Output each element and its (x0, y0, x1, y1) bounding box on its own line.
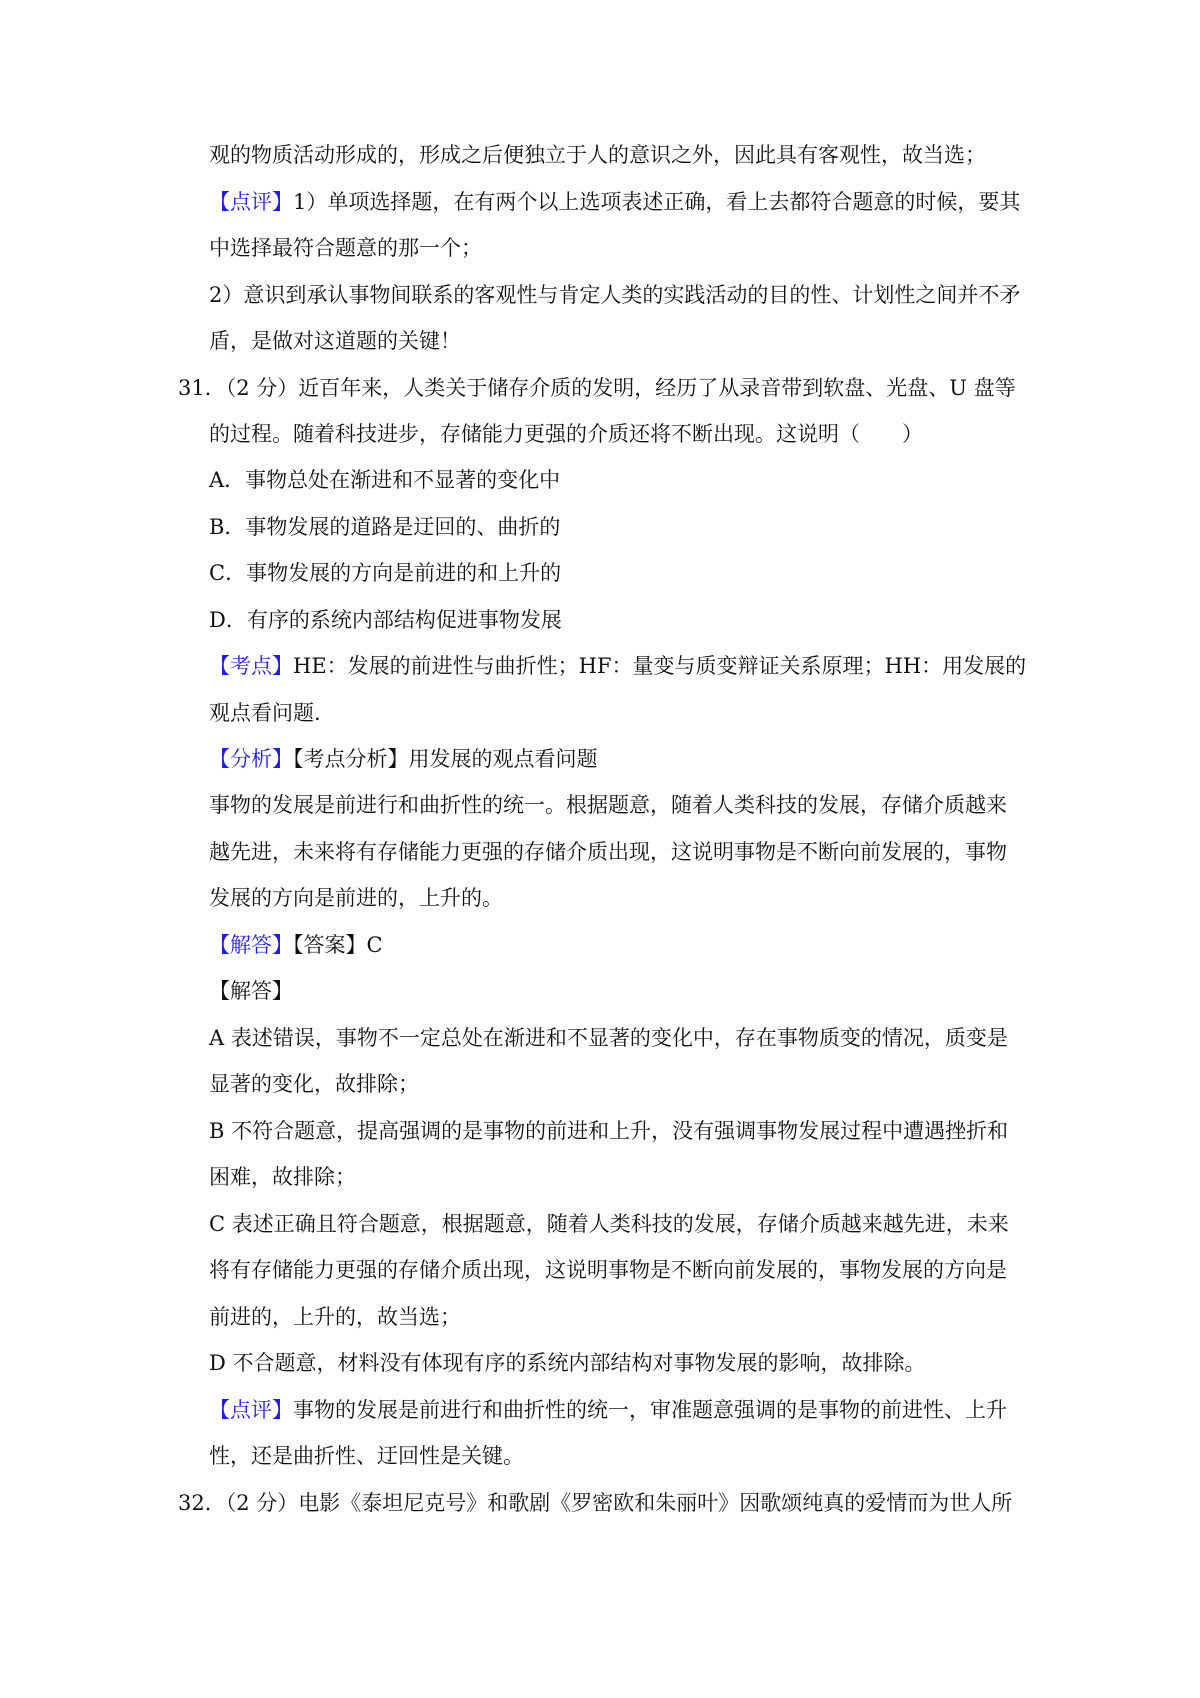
explain-a: 显著的变化，故排除； (209, 1072, 419, 1096)
fenxi-tag: 【分析】 (209, 747, 293, 771)
option-a: A．事物总处在渐进和不显著的变化中 (209, 468, 561, 492)
dianping-line: 性，还是曲折性、迂回性是关键。 (209, 1444, 524, 1468)
explain-b: 困难，故排除； (209, 1165, 356, 1189)
explain-c: C 表述正确且符合题意，根据题意，随着人类科技的发展，存储介质越来越先进，未来 (209, 1212, 1009, 1236)
option-c: C．事物发展的方向是前进的和上升的 (209, 561, 562, 585)
explain-c: 将有存储能力更强的存储介质出现，这说明事物是不断向前发展的，事物发展的方向是 (209, 1258, 1007, 1282)
option-b: B．事物发展的道路是迂回的、曲折的 (209, 515, 561, 539)
explain-b: B 不符合题意，提高强调的是事物的前进和上升，没有强调事物发展过程中遭遇挫折和 (209, 1119, 1009, 1143)
dianping-text: 事物的发展是前进行和曲折性的统一，审准题意强调的是事物的前进性、上升 (293, 1398, 1007, 1422)
question-31-stem: 的过程。随着科技进步，存储能力更强的介质还将不断出现。这说明（ ） (209, 422, 923, 446)
explain-a: A 表述错误，事物不一定总处在渐进和不显著的变化中，存在事物质变的情况，质变是 (209, 1026, 1008, 1050)
prev-comment-line: 2）意识到承认事物间联系的客观性与肯定人类的实践活动的目的性、计划性之间并不矛 (209, 283, 1021, 307)
jieda-tag: 【解答】 (209, 933, 293, 957)
kaodian-tag: 【考点】 (209, 654, 293, 678)
jieda-answer-line (209, 930, 1029, 960)
kaodian-line: 观点看问题. (209, 701, 321, 725)
comment-text: 1）单项选择题，在有两个以上选项表述正确，看上去都符合题意的时候，要其 (293, 190, 1021, 214)
jieda-header: 【解答】 (209, 979, 293, 1003)
prev-analysis-tail: 观的物质活动形成的，形成之后便独立于人的意识之外，因此具有客观性，故当选； (209, 143, 986, 167)
question-32-stem: 32．（2 分）电影《泰坦尼克号》和歌剧《罗密欧和朱丽叶》因歌颂纯真的爱情而为世人所 (178, 1491, 1013, 1515)
fenxi-line: 事物的发展是前进行和曲折性的统一。根据题意，随着人类科技的发展，存储介质越来 (209, 793, 1007, 817)
comment-tag: 【点评】 (209, 190, 293, 214)
prev-comment-line: 盾，是做对这道题的关键！ (209, 329, 461, 353)
fenxi-line (209, 744, 1029, 774)
question-31-stem: 31．（2 分）近百年来，人类关于储存介质的发明，经历了从录音带到软盘、光盘、U 盘等 (178, 376, 1016, 400)
fenxi-line: 越先进，未来将有存储能力更强的存储介质出现，这说明事物是不断向前发展的，事物 (209, 840, 1007, 864)
kaodian-text: HE：发展的前进性与曲折性；HF：量变与质变辩证关系原理；HH：用发展的 (293, 654, 1027, 678)
fenxi-line: 发展的方向是前进的，上升的。 (209, 886, 503, 910)
dianping-tag: 【点评】 (209, 1398, 293, 1422)
fenxi-text: 【考点分析】用发展的观点看问题 (293, 747, 598, 771)
answer-text: 【答案】C (293, 933, 383, 957)
option-d: D．有序的系统内部结构促进事物发展 (209, 608, 562, 632)
kaodian-line (209, 651, 1029, 681)
prev-comment-line: 中选择最符合题意的那一个； (209, 236, 482, 260)
explain-d: D 不合题意，材料没有体现有序的系统内部结构对事物发展的影响，故排除。 (209, 1351, 926, 1375)
explain-c: 前进的，上升的，故当选； (209, 1305, 461, 1329)
prev-comment-line (209, 187, 1029, 217)
dianping-line (209, 1395, 1029, 1425)
